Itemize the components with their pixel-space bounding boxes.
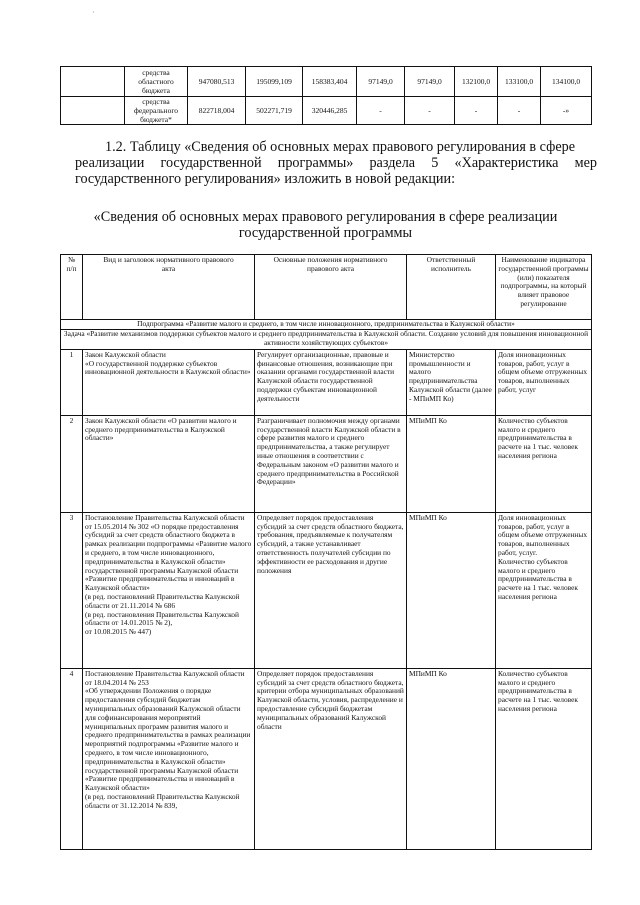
provisions-cell: Определяет порядок предоставления субсидий за счет средств областного бюджета, критерии отбора муниципальных образований Калужской области, условия, распределение и предоставление субсидий бюджетам муниципальных образований Калужской области bbox=[255, 668, 407, 849]
table-cell: 502271,719 bbox=[246, 97, 303, 125]
act-cell: Постановление Правительства Калужской области от 18.04.2014 № 253 «Об утверждении Положения о порядке предоставления субсидий бюджетам муниципальных образований Калужской области для софинансирования мероприятий муниципальных программ развития малого и среднего предпринимательства в рамках реализации мероприятий подпрограммы «Развитие малого и среднего, в том числе инновационного, предпринимательства в Калужской области» государственной программы Калужской области «Развитие предпринимательства и инноваций в Калужской области» (в ред. постановлений Правительства Калужской области от 31.12.2014 № 839, bbox=[83, 668, 255, 849]
table-cell: 97149,0 bbox=[357, 67, 405, 97]
act-cell: Закон Калужской области «О государственной поддержке субъектов инновационной деятельности в Калужской области» bbox=[83, 349, 255, 415]
table-row bbox=[61, 349, 592, 415]
table-row bbox=[61, 668, 592, 849]
table-row bbox=[61, 512, 592, 668]
table-cell: 133100,0 bbox=[498, 67, 541, 97]
executor-cell: Министерство промышленности и малого предпринимательства Калужской области (далее - МПиМП Ко) bbox=[407, 349, 496, 415]
row-label: средства областного бюджета bbox=[125, 67, 188, 97]
table-cell: - bbox=[498, 97, 541, 125]
table-cell: - bbox=[357, 97, 405, 125]
paragraph-line: государственного регулирования» изложить в новой редакции: bbox=[75, 171, 456, 187]
paragraph-line: 1.2. Таблицу «Сведения об основных мерах правового регулирования в сфере bbox=[105, 139, 576, 155]
act-cell: Закон Калужской области «О развитии малого и среднего предпринимательства в Калужской области» bbox=[83, 415, 255, 512]
subprogram-row bbox=[61, 320, 592, 330]
table-cell: 134100,0 bbox=[541, 67, 592, 97]
table-cell: 195099,109 bbox=[246, 67, 303, 97]
paragraph-line: реализации государственной программы» раздела 5 «Характеристика мер bbox=[75, 155, 597, 171]
indicator-cell: Доля инновационных товаров, работ, услуг в общем объеме отгруженных товаров, выполненных работ, услуг. Количество субъектов малого и среднего предпринимательства в расчете на 1 тыс. человек населения региона bbox=[496, 512, 592, 668]
row-number: 4 bbox=[61, 668, 83, 849]
header-cell: Вид и заголовок нормативного правового акта bbox=[83, 255, 255, 320]
indicator-cell: Доля инновационных товаров, работ, услуг в общем объеме отгруженных товаров, выполненных работ, услуг bbox=[496, 349, 592, 415]
row-number: 1 bbox=[61, 349, 83, 415]
executor-cell: МПиМП Ко bbox=[407, 512, 496, 668]
table-cell: 320446,285 bbox=[303, 97, 357, 125]
provisions-cell: Разграничивает полномочия между органами государственной власти Калужской области в сфере развития малого и среднего предпринимательства, а также регулирует иные отношения в соответствии с Федеральным законом «О развитии малого и среднего предпринимательства в Российской Федерации» bbox=[255, 415, 407, 512]
indicator-cell: Количество субъектов малого и среднего предпринимательства в расчете на 1 тыс. человек населения региона bbox=[496, 415, 592, 512]
section-title bbox=[60, 209, 591, 241]
amendment-paragraph bbox=[75, 139, 597, 187]
table-cell: 97149,0 bbox=[405, 67, 455, 97]
section-title-line: государственной программы bbox=[238, 225, 413, 241]
header-cell: Наименование индикатора государственной программы (или) показателя подпрограммы, на который влияет правовое регулирование bbox=[496, 255, 592, 320]
header-cell: № п/п bbox=[61, 255, 83, 320]
act-cell: Постановление Правительства Калужской области от 15.05.2014 № 302 «О порядке предоставления субсидий за счет средств областного бюджета в рамках реализации подпрограммы «Развитие малого и среднего, в том числе инновационного, предпринимательства в Калужской области» государственной программы Калужской области «Развитие предпринимательства и инноваций в Калужской области» (в ред. постановлений Правительства Калужской области от 21.11.2014 № 686 (в ред. постановления Правительства Калужской области от 14.01.2015 № 2), от 10.08.2015 № 447) bbox=[83, 512, 255, 668]
header-cell: Ответственный исполнитель bbox=[407, 255, 496, 320]
section-title-line: «Сведения об основных мерах правового регулирования в сфере реализации bbox=[93, 209, 558, 225]
executor-cell: МПиМП Ко bbox=[407, 668, 496, 849]
task-title: Задача «Развитие механизмов поддержки субъектов малого и среднего предпринимательства в Калужской области. Создание условий для повышения инновационной активности хозяйствующих субъектов» bbox=[61, 329, 592, 349]
table-cell: 132100,0 bbox=[455, 67, 498, 97]
task-row bbox=[61, 329, 592, 349]
table-cell: 822718,004 bbox=[188, 97, 246, 125]
table-row bbox=[61, 415, 592, 512]
row-number: 2 bbox=[61, 415, 83, 512]
table-cell: 158383,404 bbox=[303, 67, 357, 97]
table-cell: - bbox=[455, 97, 498, 125]
table-row bbox=[61, 97, 592, 125]
budget-table-fragment bbox=[60, 66, 592, 125]
table-cell: - bbox=[405, 97, 455, 125]
provisions-cell: Регулирует организационные, правовые и финансовые отношения, возникающие при оказании органами государственной власти Калужской области государственной поддержки субъектам инновационной деятельности bbox=[255, 349, 407, 415]
table-cell: 947080,513 bbox=[188, 67, 246, 97]
scan-mark: · bbox=[92, 8, 95, 17]
executor-cell: МПиМП Ко bbox=[407, 415, 496, 512]
legal-measures-table bbox=[60, 254, 592, 850]
table-cell: -» bbox=[541, 97, 592, 125]
provisions-cell: Определяет порядок предоставления субсидий за счет средств областного бюджета, требования, предъявляемые к получателям субсидий, а также устанавливает ответственность получателей субсидии по эффективности ее расходования и другие положения bbox=[255, 512, 407, 668]
row-number: 3 bbox=[61, 512, 83, 668]
header-cell: Основные положения нормативного правового акта bbox=[255, 255, 407, 320]
row-label: средства федерального бюджета* bbox=[125, 97, 188, 125]
subprogram-title: Подпрограмма «Развитие малого и среднего, в том числе инновационного, предпринимательства в Калужской области» bbox=[61, 320, 592, 330]
indicator-cell: Количество субъектов малого и среднего предпринимательства в расчете на 1 тыс. человек населения региона bbox=[496, 668, 592, 849]
table-row bbox=[61, 67, 592, 97]
table-header-row bbox=[61, 255, 592, 320]
